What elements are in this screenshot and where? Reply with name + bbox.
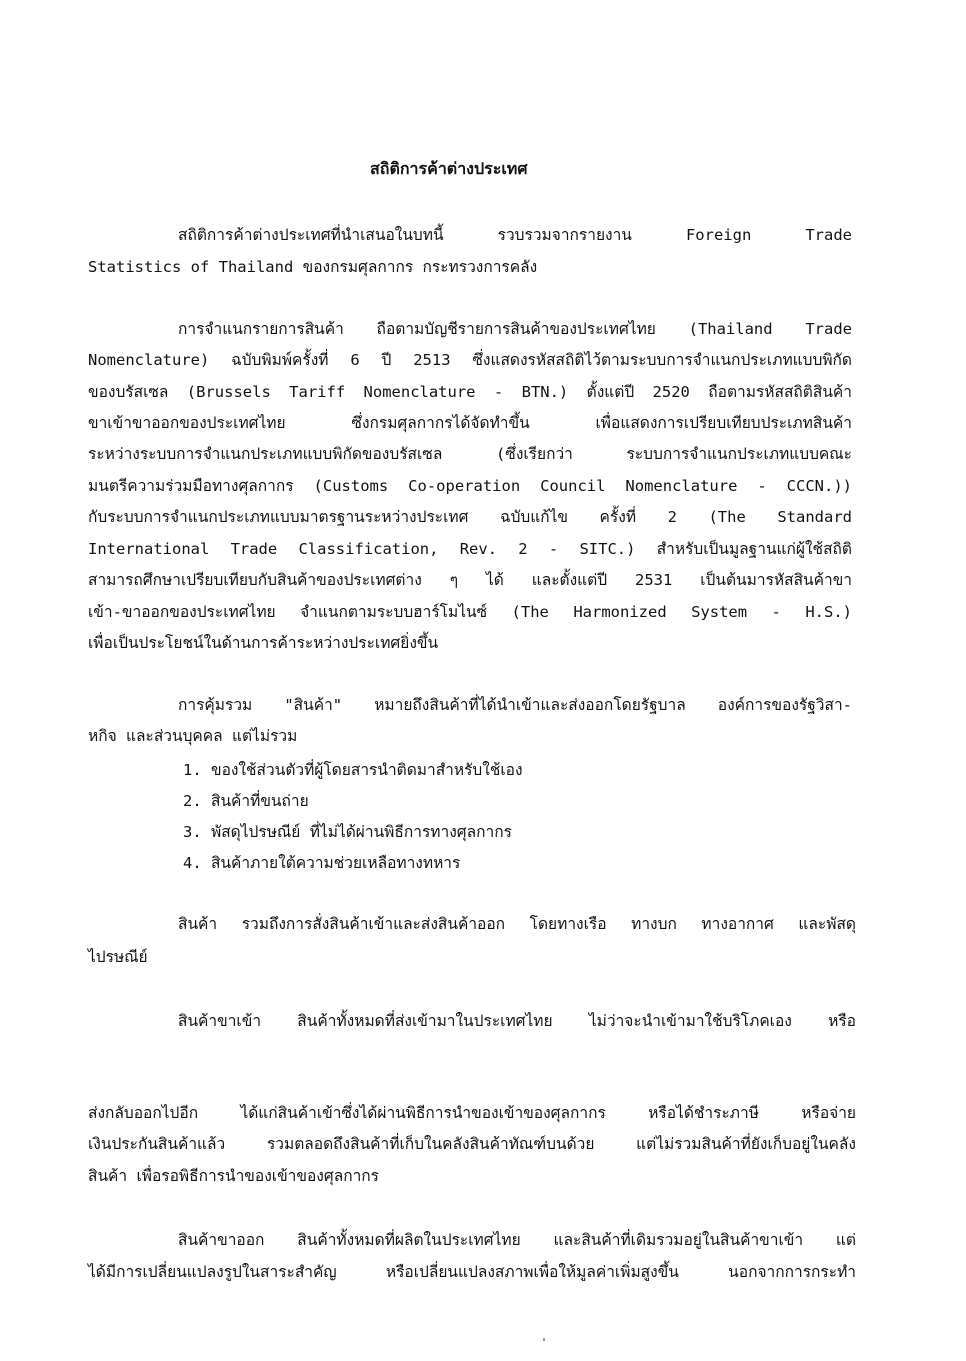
paragraph-line: มนตรีความร่วมมือทางศุลกากร (Customs Co-operation Council Nomenclature - CCCN.)): [88, 477, 852, 495]
paragraph-line: สินค้า รวมถึงการสั่งสินค้าเข้าและส่งสินค้าออก โดยทางเรือ ทางบก ทางอากาศ และพัสดุ: [178, 915, 856, 933]
paragraph-line: สามารถศึกษาเปรียบเทียบกับสินค้าของประเทศต่าง ๆ ได้ และตั้งแต่ปี 2531 เป็นต้นมารหัสสินค้าขา: [88, 571, 852, 589]
paragraph-line: ขาเข้าขาออกของประเทศไทย ซึ่งกรมศุลกากรได้จัดทำขึ้น เพื่อแสดงการเปรียบเทียบประเภทสินค้า: [88, 414, 852, 432]
list-item: 2. สินค้าที่ขนถ่าย: [183, 792, 309, 810]
paragraph-line: สินค้าขาเข้า สินค้าทั้งหมดที่ส่งเข้ามาในประเทศไทย ไม่ว่าจะนำเข้ามาใช้บริโภคเอง หรือ: [178, 1012, 856, 1030]
paragraph-line: สินค้าขาออก สินค้าทั้งหมดที่ผลิตในประเทศไทย และสินค้าที่เดิมรวมอยู่ในสินค้าขาเข้า แต่: [178, 1231, 856, 1249]
paragraph-line: ระหว่างระบบการจำแนกประเภทแบบพิกัดของบรัสเซล (ซึ่งเรียกว่า ระบบการจำแนกประเภทแบบคณะ: [88, 445, 852, 463]
paragraph-line: กับระบบการจำแนกประเภทแบบมาตรฐานระหว่างประเทศ ฉบับแก้ไข ครั้งที่ 2 (The Standard: [88, 508, 852, 526]
paragraph-line: สินค้า เพื่อรอพิธีการนำของเข้าของศุลกากร: [88, 1167, 379, 1185]
scan-speck: [543, 1338, 545, 1341]
paragraph-line: Statistics of Thailand ของกรมศุลกากร กระทรวงการคลัง: [88, 258, 538, 276]
paragraph-line: Nomenclature) ฉบับพิมพ์ครั้งที่ 6 ปี 2513 ซึ่งแสดงรหัสสถิติไว้ตามระบบการจำแนกประเภทแบบพิกัด: [88, 351, 852, 369]
page-title: สถิติการค้าต่างประเทศ: [370, 159, 528, 178]
paragraph-line: ได้มีการเปลี่ยนแปลงรูปในสาระสำคัญ หรือเปลี่ยนแปลงสภาพเพื่อให้มูลค่าเพิ่มสูงขึ้น นอกจากการกระทำ: [88, 1263, 856, 1281]
list-item: 4. สินค้าภายใต้ความช่วยเหลือทางทหาร: [183, 854, 461, 872]
list-item: 1. ของใช้ส่วนตัวที่ผู้โดยสารนำติดมาสำหรับใช้เอง: [183, 761, 523, 779]
paragraph-line: เพื่อเป็นประโยชน์ในด้านการค้าระหว่างประเทศยิ่งขึ้น: [88, 634, 439, 652]
paragraph-line: International Trade Classification, Rev. 2 - SITC.) สำหรับเป็นมูลฐานแก่ผู้ใช้สถิติ: [88, 540, 852, 558]
paragraph-line: ไปรษณีย์: [88, 948, 148, 966]
paragraph-line: การจำแนกรายการสินค้า ถือตามบัญชีรายการสินค้าของประเทศไทย (Thailand Trade: [178, 320, 852, 338]
paragraph-line: การคุ้มรวม "สินค้า" หมายถึงสินค้าที่ได้นำเข้าและส่งออกโดยรัฐบาล องค์การของรัฐวิสา-: [178, 696, 852, 714]
paragraph-line: เข้า-ขาออกของประเทศไทย จำแนกตามระบบฮาร์โมไนซ์ (The Harmonized System - H.S.): [88, 603, 852, 621]
paragraph-line: เงินประกันสินค้าแล้ว รวมตลอดถึงสินค้าที่เก็บในคลังสินค้าทัณฑ์บนด้วย แต่ไม่รวมสินค้าที่ยังเก็บอยู่ในคลัง: [88, 1135, 856, 1153]
paragraph-line: ส่งกลับออกไปอีก ได้แก่สินค้าเข้าซึ่งได้ผ่านพิธีการนำของเข้าของศุลกากร หรือได้ชำระภาษี หรือจ่าย: [88, 1104, 856, 1122]
list-item: 3. พัสดุไปรษณีย์ ที่ไม่ได้ผ่านพิธีการทางศุลกากร: [183, 823, 512, 841]
paragraph-line: ของบรัสเซล (Brussels Tariff Nomenclature - BTN.) ตั้งแต่ปี 2520 ถือตามรหัสสถิติสินค้า: [88, 383, 852, 401]
paragraph-line: หกิจ และส่วนบุคคล แต่ไม่รวม: [88, 727, 298, 745]
paragraph-line: สถิติการค้าต่างประเทศที่นำเสนอในบทนี้ รวบรวมจากรายงาน Foreign Trade: [178, 226, 852, 244]
